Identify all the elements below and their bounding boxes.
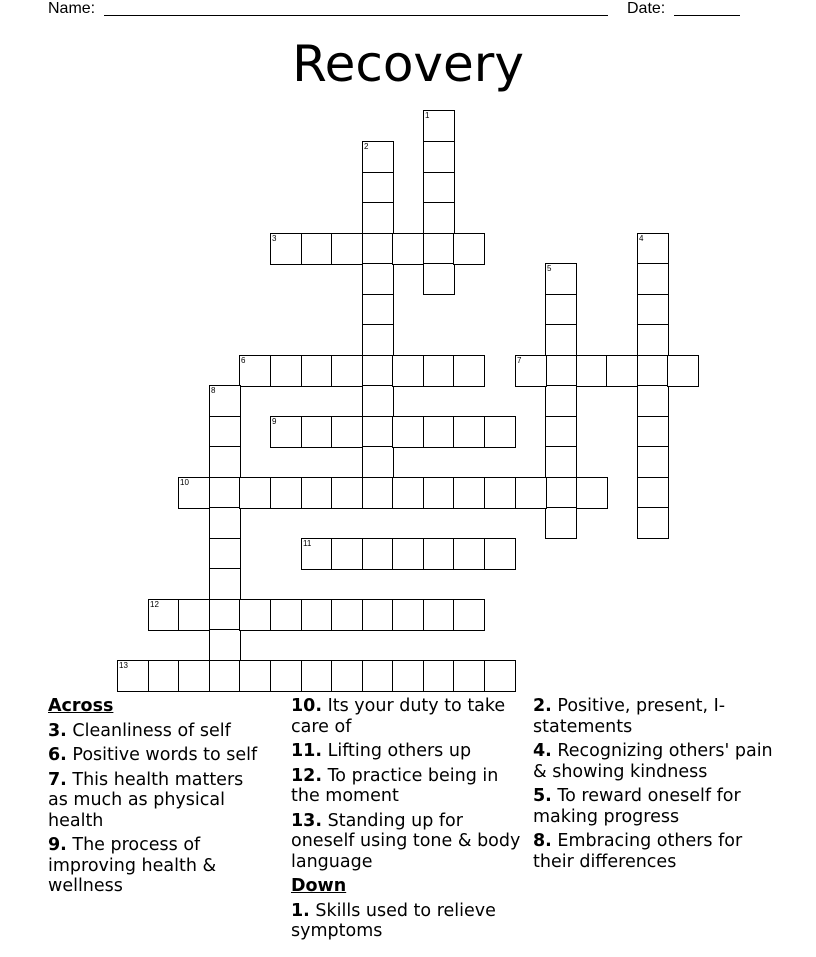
clue-number: 2	[364, 142, 369, 151]
grid-cell[interactable]	[362, 233, 394, 265]
grid-cell[interactable]	[423, 263, 455, 295]
clue-item-text: Standing up for oneself using tone & body language	[291, 810, 521, 872]
clue-item-text: This health matters as much as physical health	[48, 769, 244, 831]
grid-cell[interactable]	[453, 660, 485, 692]
clue-item	[291, 741, 521, 762]
clue-item	[48, 745, 268, 766]
grid-cell[interactable]	[301, 233, 333, 265]
grid-cell[interactable]	[239, 660, 271, 692]
grid-cell[interactable]	[545, 477, 577, 509]
clue-item	[48, 770, 268, 832]
grid-cell[interactable]	[392, 355, 424, 387]
grid-cell[interactable]	[423, 599, 455, 631]
grid-cell[interactable]	[209, 568, 241, 600]
grid-cell[interactable]	[239, 599, 271, 631]
grid-cell[interactable]	[270, 233, 302, 265]
grid-cell[interactable]	[392, 538, 424, 570]
clue-item-number: 3.	[48, 720, 67, 741]
grid-cell[interactable]	[209, 507, 241, 539]
clue-item-text: To practice being in the moment	[291, 765, 499, 806]
clue-item-number: 9.	[48, 835, 67, 855]
clue-number: 11	[303, 539, 312, 548]
grid-cell[interactable]	[331, 233, 363, 265]
grid-cell[interactable]	[423, 355, 455, 387]
grid-cell[interactable]	[270, 355, 302, 387]
grid-cell[interactable]	[209, 599, 241, 631]
clue-number: 5	[547, 264, 552, 273]
grid-cell[interactable]	[209, 416, 241, 448]
grid-cell[interactable]	[637, 233, 669, 265]
clue-item-number: 13.	[291, 810, 323, 831]
grid-cell[interactable]	[423, 233, 455, 265]
across-heading: Across	[48, 696, 114, 716]
grid-cell[interactable]	[423, 202, 455, 234]
clues-column-1	[48, 696, 268, 901]
clues-column-2	[291, 696, 521, 946]
grid-cell[interactable]	[362, 141, 394, 173]
clue-item-number: 10.	[291, 696, 323, 716]
grid-cell[interactable]	[515, 355, 547, 387]
grid-cell[interactable]	[331, 355, 363, 387]
clue-item	[533, 831, 773, 872]
grid-cell[interactable]	[362, 416, 394, 448]
grid-cell[interactable]	[301, 538, 333, 570]
grid-cell[interactable]	[576, 355, 608, 387]
clues-column-3	[533, 696, 773, 876]
grid-cell[interactable]	[362, 355, 394, 387]
grid-cell[interactable]	[239, 355, 271, 387]
grid-cell[interactable]	[301, 355, 333, 387]
grid-cell[interactable]	[117, 660, 149, 692]
grid-cell[interactable]	[270, 477, 302, 509]
clue-item-number: 1.	[291, 900, 310, 921]
grid-cell[interactable]	[637, 507, 669, 539]
clue-item	[533, 786, 773, 827]
grid-cell[interactable]	[301, 477, 333, 509]
down-heading: Down	[291, 876, 347, 896]
clue-number: 6	[241, 356, 246, 365]
grid-cell[interactable]	[545, 416, 577, 448]
grid-cell[interactable]	[209, 660, 241, 692]
clue-number: 12	[150, 600, 159, 609]
grid-cell[interactable]	[667, 355, 699, 387]
grid-cell[interactable]	[301, 660, 333, 692]
clue-item	[291, 696, 521, 737]
grid-cell[interactable]	[362, 538, 394, 570]
grid-cell[interactable]	[637, 477, 669, 509]
grid-cell[interactable]	[362, 202, 394, 234]
grid-cell[interactable]	[178, 599, 210, 631]
grid-cell[interactable]	[148, 599, 180, 631]
grid-cell[interactable]	[392, 599, 424, 631]
grid-cell[interactable]	[545, 324, 577, 356]
grid-cell[interactable]	[637, 416, 669, 448]
clue-item	[48, 721, 268, 742]
grid-cell[interactable]	[331, 599, 363, 631]
grid-cell[interactable]	[362, 446, 394, 478]
grid-cell[interactable]	[362, 324, 394, 356]
grid-cell[interactable]	[606, 355, 638, 387]
grid-cell[interactable]	[270, 599, 302, 631]
clue-item	[291, 901, 521, 942]
date-label: Date:	[627, 0, 666, 17]
clue-item-number: 6.	[48, 745, 67, 765]
puzzle-title: Recovery	[292, 35, 524, 93]
clue-number: 7	[517, 356, 522, 365]
clue-number: 8	[211, 386, 216, 395]
grid-cell[interactable]	[270, 660, 302, 692]
grid-cell[interactable]	[209, 538, 241, 570]
grid-cell[interactable]	[637, 385, 669, 417]
grid-cell[interactable]	[545, 385, 577, 417]
grid-cell[interactable]	[545, 263, 577, 295]
clue-item	[48, 835, 268, 897]
grid-cell[interactable]	[484, 477, 516, 509]
grid-cell[interactable]	[423, 416, 455, 448]
grid-cell[interactable]	[484, 660, 516, 692]
grid-cell[interactable]	[362, 172, 394, 204]
grid-cell[interactable]	[362, 263, 394, 295]
grid-cell[interactable]	[362, 477, 394, 509]
grid-cell[interactable]	[392, 416, 424, 448]
clue-item-text: Recognizing others' pain & showing kindness	[533, 741, 773, 782]
grid-cell[interactable]	[270, 416, 302, 448]
grid-cell[interactable]	[545, 355, 577, 387]
grid-cell[interactable]	[331, 477, 363, 509]
grid-cell[interactable]	[362, 294, 394, 326]
grid-cell[interactable]	[331, 660, 363, 692]
clue-item-number: 8.	[533, 831, 552, 851]
grid-cell[interactable]	[423, 110, 455, 142]
clue-number: 13	[119, 661, 128, 670]
clue-item-number: 5.	[533, 786, 552, 806]
clue-item-number: 4.	[533, 741, 552, 761]
name-label: Name:	[48, 0, 96, 17]
grid-cell[interactable]	[392, 233, 424, 265]
grid-cell[interactable]	[453, 233, 485, 265]
clue-item-text: Positive words to self	[72, 745, 258, 765]
grid-cell[interactable]	[178, 477, 210, 509]
clue-item-text: Its your duty to take care of	[291, 696, 506, 737]
clue-item-number: 12.	[291, 765, 323, 786]
clue-item	[533, 741, 773, 782]
grid-cell[interactable]	[331, 538, 363, 570]
clue-item-number: 2.	[533, 696, 552, 716]
grid-cell[interactable]	[423, 477, 455, 509]
grid-cell[interactable]	[423, 172, 455, 204]
grid-cell[interactable]	[637, 294, 669, 326]
grid-cell[interactable]	[484, 538, 516, 570]
clue-number: 9	[272, 417, 277, 426]
clue-item-text: Embracing others for their differences	[533, 831, 743, 872]
grid-cell[interactable]	[545, 507, 577, 539]
grid-cell[interactable]	[637, 263, 669, 295]
grid-cell[interactable]	[362, 385, 394, 417]
clue-item-text: The process of improving health & wellness	[48, 835, 217, 896]
grid-cell[interactable]	[453, 355, 485, 387]
grid-cell[interactable]	[209, 385, 241, 417]
grid-cell[interactable]	[453, 477, 485, 509]
grid-cell[interactable]	[423, 538, 455, 570]
clue-item-text: Lifting others up	[327, 741, 472, 761]
grid-cell[interactable]	[301, 599, 333, 631]
clue-item-text: Cleanliness of self	[72, 720, 231, 741]
grid-cell[interactable]	[392, 477, 424, 509]
clue-item-text: Positive, present, I-statements	[533, 696, 726, 737]
grid-cell[interactable]	[209, 477, 241, 509]
grid-cell[interactable]	[301, 416, 333, 448]
grid-cell[interactable]	[209, 446, 241, 478]
grid-cell[interactable]	[362, 660, 394, 692]
clue-number: 3	[272, 234, 277, 243]
clue-item-number: 7.	[48, 769, 67, 790]
clue-number: 10	[180, 478, 189, 487]
clue-item-text: Skills used to relieve symptoms	[291, 900, 496, 941]
grid-cell[interactable]	[484, 416, 516, 448]
clue-item	[291, 811, 521, 873]
grid-cell[interactable]	[392, 660, 424, 692]
clue-item-number: 11.	[291, 741, 323, 761]
grid-cell[interactable]	[515, 477, 547, 509]
clue-number: 1	[425, 111, 430, 120]
grid-cell[interactable]	[239, 477, 271, 509]
clue-item	[533, 696, 773, 737]
grid-cell[interactable]	[331, 416, 363, 448]
grid-cell[interactable]	[148, 660, 180, 692]
grid-cell[interactable]	[576, 477, 608, 509]
clue-item-text: To reward oneself for making progress	[533, 786, 741, 827]
grid-cell[interactable]	[453, 538, 485, 570]
grid-cell[interactable]	[453, 599, 485, 631]
grid-cell[interactable]	[637, 446, 669, 478]
clue-item	[291, 766, 521, 807]
grid-cell[interactable]	[178, 660, 210, 692]
grid-cell[interactable]	[423, 141, 455, 173]
clue-number: 4	[639, 234, 644, 243]
grid-cell[interactable]	[637, 355, 669, 387]
grid-cell[interactable]	[545, 446, 577, 478]
grid-cell[interactable]	[362, 599, 394, 631]
grid-cell[interactable]	[453, 416, 485, 448]
grid-cell[interactable]	[637, 324, 669, 356]
grid-cell[interactable]	[209, 629, 241, 661]
grid-cell[interactable]	[545, 294, 577, 326]
grid-cell[interactable]	[423, 660, 455, 692]
